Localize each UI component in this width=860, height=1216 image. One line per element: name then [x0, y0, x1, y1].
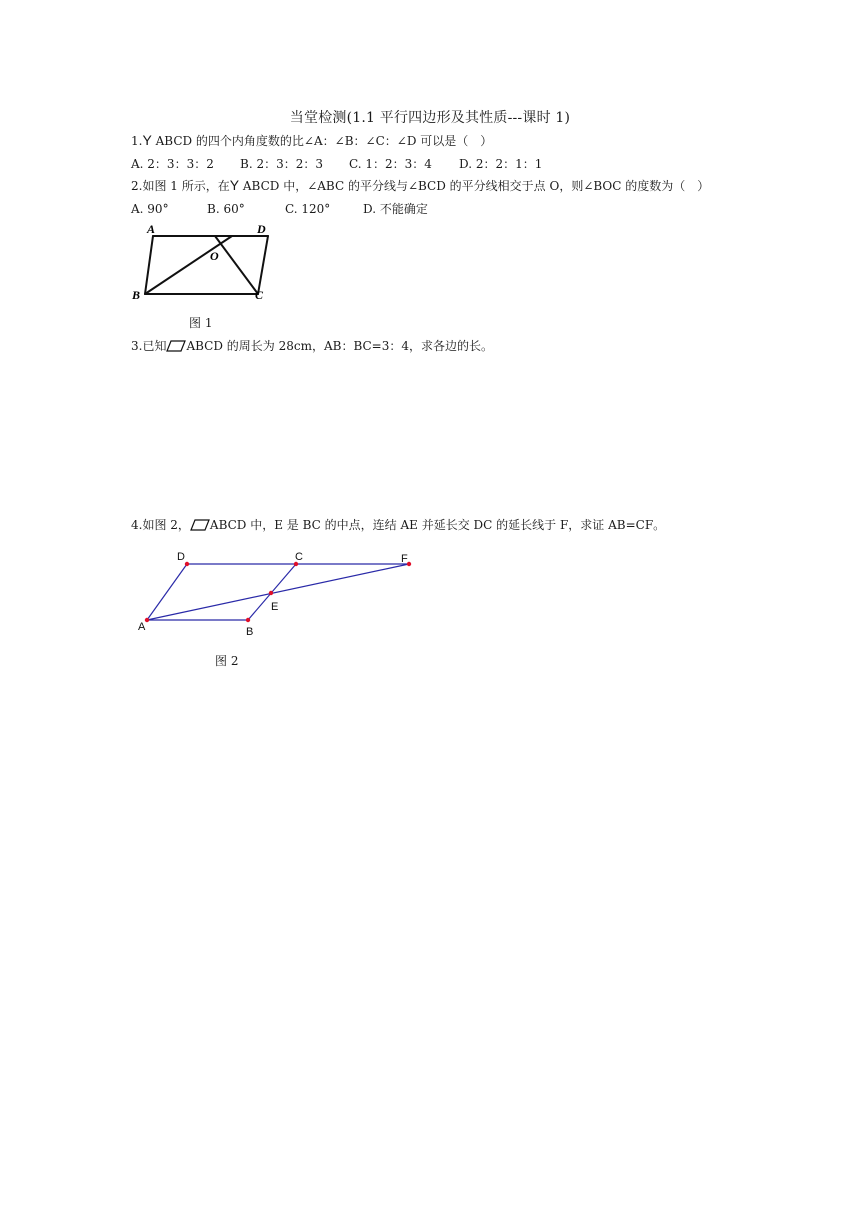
page-title: 当堂检测(1.1 平行四边形及其性质---课时 1) [289, 110, 571, 126]
question-2-text: ABCD 中，∠ABC 的平分线与∠BCD 的平分线相交于点 O，则∠BOC 的度数为（ ） [239, 179, 710, 193]
figure-2-diagram [132, 546, 422, 641]
q2-option-b: B. 60° [207, 202, 245, 216]
q2-option-d: D. 不能确定 [363, 202, 428, 216]
fig1-label-o: O [210, 249, 219, 263]
fig1-label-b: B [132, 288, 141, 302]
fig2-point-a [145, 618, 149, 622]
question-2-prefix: 2.如图 1 所示，在 [131, 179, 230, 193]
figure-1-diagram [128, 218, 278, 306]
question-1-options [131, 155, 542, 172]
q1-option-c: C. 1：2：3：4 [349, 157, 432, 171]
q1-option-b: B. 2：3：2：3 [240, 157, 323, 171]
parallelogram-icon [190, 519, 210, 531]
question-4-prefix: 4.如图 2， [131, 518, 190, 532]
fig2-point-d [185, 562, 189, 566]
question-2 [131, 177, 709, 194]
fig2-label-b: B [246, 626, 254, 638]
question-2-options [131, 200, 428, 217]
figure-1-caption: 图 1 [189, 316, 213, 330]
question-1-text: ABCD 的四个内角度数的比∠A：∠B：∠C：∠D 可以是（ ） [151, 134, 493, 148]
fig1-side-cd [258, 236, 268, 294]
fig2-point-e [269, 591, 273, 595]
fig1-side-ab [145, 236, 153, 294]
question-4 [131, 516, 665, 533]
figure-2-caption: 图 2 [215, 654, 239, 668]
q1-option-d: D. 2：2：1：1 [459, 157, 543, 171]
question-3-text: ABCD 的周长为 28cm，AB：BC=3：4，求各边的长。 [186, 339, 493, 353]
fig1-bisector-c [215, 236, 258, 294]
fig2-label-d: D [177, 551, 185, 563]
q2-option-c: C. 120° [285, 202, 331, 216]
question-1-number: 1. [131, 134, 143, 148]
parallelogram-icon [166, 340, 186, 352]
question-3 [131, 337, 493, 354]
fig1-bisector-b [145, 236, 232, 294]
question-1 [131, 132, 492, 149]
parallelogram-symbol: Y [229, 177, 240, 193]
fig1-label-a: A [147, 222, 156, 236]
q1-option-a: A. 2：3：3：2 [131, 157, 214, 171]
fig2-point-b [246, 618, 250, 622]
parallelogram-symbol: Y [142, 132, 152, 148]
fig2-label-a: A [138, 621, 146, 633]
question-4-text: ABCD 中，E 是 BC 的中点，连结 AE 并延长交 DC 的延长线于 F，求证 AB=CF。 [209, 518, 666, 532]
fig2-side-ad [147, 564, 187, 620]
fig1-label-d: D [257, 222, 266, 236]
fig2-label-e: E [271, 601, 279, 613]
fig2-label-c: C [295, 551, 303, 563]
q2-option-a: A. 90° [131, 202, 169, 216]
fig1-label-c: C [255, 288, 264, 302]
fig2-label-f: F [401, 553, 408, 565]
question-3-prefix: 3.已知 [131, 339, 167, 353]
